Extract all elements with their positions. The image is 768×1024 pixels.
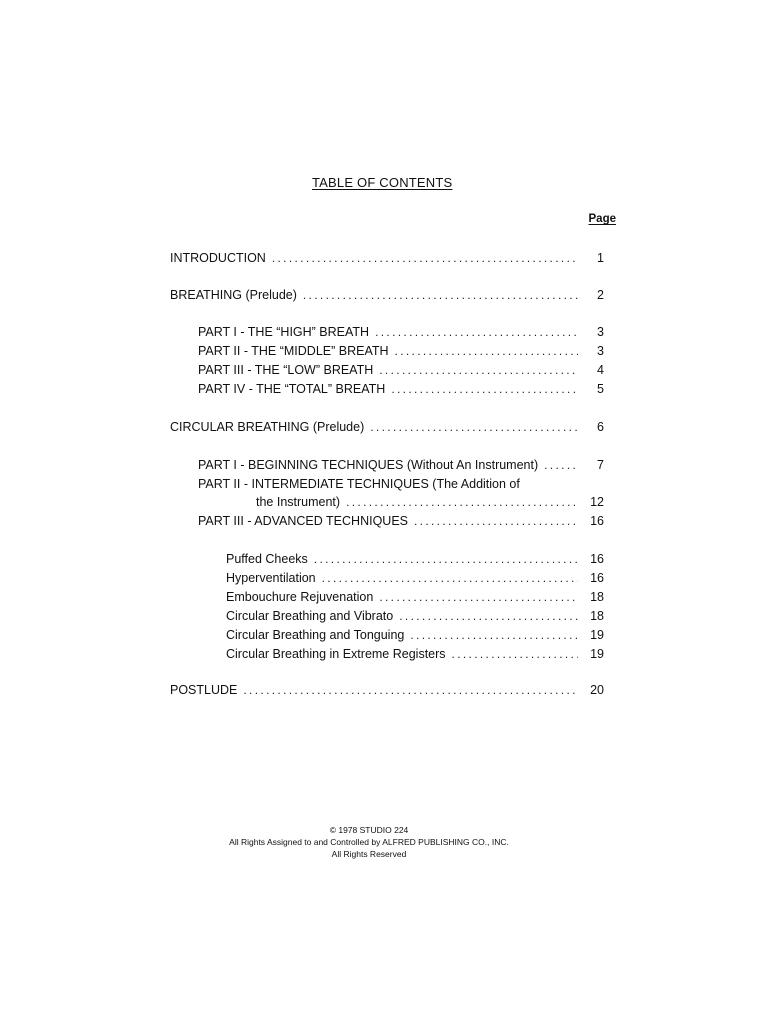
toc-entry-page-number: 3 xyxy=(597,325,604,339)
toc-entry-page-number: 19 xyxy=(590,628,604,642)
toc-entry-circular-tonguing xyxy=(226,627,578,643)
toc-entry-part-2-middle xyxy=(198,343,578,359)
toc-entry-label: CIRCULAR BREATHING (Prelude) xyxy=(170,420,365,434)
leader-dots xyxy=(391,381,578,397)
leader-dots xyxy=(452,646,578,662)
toc-entry-label: INTRODUCTION xyxy=(170,251,266,265)
toc-entry-circular-breathing xyxy=(170,419,578,435)
toc-entry-introduction xyxy=(170,250,578,266)
toc-entry-page-number: 20 xyxy=(590,683,604,697)
toc-entry-part-1-high xyxy=(198,324,578,340)
toc-entry-label: PART III - ADVANCED TECHNIQUES xyxy=(198,514,408,528)
toc-entry-label: POSTLUDE xyxy=(170,683,238,697)
rights-reserved-line: All Rights Reserved xyxy=(331,849,407,859)
leader-dots xyxy=(395,343,578,359)
toc-entry-beginning-techniques xyxy=(198,457,578,473)
toc-entry-intermediate-techniques: PART II - INTERMEDIATE TECHNIQUES (The Addition of xyxy=(198,477,520,491)
toc-entry-label: PART IV - THE “TOTAL” BREATH xyxy=(198,382,386,396)
toc-entry-breathing xyxy=(170,287,578,303)
toc-entry-page-number: 6 xyxy=(597,420,604,434)
toc-entry-label: the Instrument) xyxy=(256,495,341,509)
toc-entry-label: Circular Breathing and Tonguing xyxy=(226,628,405,642)
leader-dots xyxy=(379,589,578,605)
toc-entry-part-4-total xyxy=(198,381,578,397)
leader-dots xyxy=(272,250,578,266)
leader-dots xyxy=(544,457,578,473)
toc-entry-puffed-cheeks xyxy=(226,551,578,567)
leader-dots xyxy=(370,419,578,435)
toc-entry-page-number: 12 xyxy=(590,495,604,509)
toc-entry-page-number: 18 xyxy=(590,609,604,623)
toc-entry-label: PART III - THE “LOW” BREATH xyxy=(198,363,374,377)
leader-dots xyxy=(399,608,578,624)
toc-entry-page-number: 4 xyxy=(597,363,604,377)
toc-entry-circular-vibrato xyxy=(226,608,578,624)
toc-entry-intermediate-continuation xyxy=(256,494,578,510)
toc-entry-embouchure-rejuvenation xyxy=(226,589,578,605)
leader-dots xyxy=(322,570,578,586)
leader-dots xyxy=(379,362,578,378)
leader-dots xyxy=(303,287,578,303)
toc-entry-circular-extreme-registers xyxy=(226,646,578,662)
toc-entry-page-number: 1 xyxy=(597,251,604,265)
rights-assignment-line: All Rights Assigned to and Controlled by ALFRED PUBLISHING CO., INC. xyxy=(229,837,509,847)
toc-entry-label: Circular Breathing in Extreme Registers xyxy=(226,647,446,661)
toc-entry-label: PART I - THE “HIGH” BREATH xyxy=(198,325,370,339)
toc-entry-label: PART II - THE “MIDDLE” BREATH xyxy=(198,344,389,358)
toc-entry-page-number: 5 xyxy=(597,382,604,396)
toc-entry-label: Circular Breathing and Vibrato xyxy=(226,609,394,623)
toc-entry-label: Embouchure Rejuvenation xyxy=(226,590,374,604)
toc-entry-page-number: 2 xyxy=(597,288,604,302)
toc-entry-page-number: 19 xyxy=(590,647,604,661)
toc-entry-label: Hyperventilation xyxy=(226,571,316,585)
leader-dots xyxy=(410,627,578,643)
toc-entry-advanced-techniques xyxy=(198,513,578,529)
toc-entry-page-number: 16 xyxy=(590,514,604,528)
toc-entry-page-number: 16 xyxy=(590,552,604,566)
toc-entry-page-number: 3 xyxy=(597,344,604,358)
copyright-line: © 1978 STUDIO 224 xyxy=(329,825,409,835)
leader-dots xyxy=(314,551,578,567)
toc-entry-part-3-low xyxy=(198,362,578,378)
leader-dots xyxy=(346,494,578,510)
toc-entry-hyperventilation xyxy=(226,570,578,586)
toc-entry-page-number: 7 xyxy=(597,458,604,472)
leader-dots xyxy=(243,682,578,698)
toc-entry-page-number: 18 xyxy=(590,590,604,604)
toc-entry-postlude xyxy=(170,682,578,698)
toc-entry-label: BREATHING (Prelude) xyxy=(170,288,297,302)
toc-entry-label: Puffed Cheeks xyxy=(226,552,308,566)
toc-entry-page-number: 16 xyxy=(590,571,604,585)
page-column-header: Page xyxy=(588,213,616,225)
toc-entry-label: PART I - BEGINNING TECHNIQUES (Without An Instrument) xyxy=(198,458,539,472)
leader-dots xyxy=(414,513,578,529)
leader-dots xyxy=(375,324,578,340)
page-title: TABLE OF CONTENTS xyxy=(312,175,453,190)
